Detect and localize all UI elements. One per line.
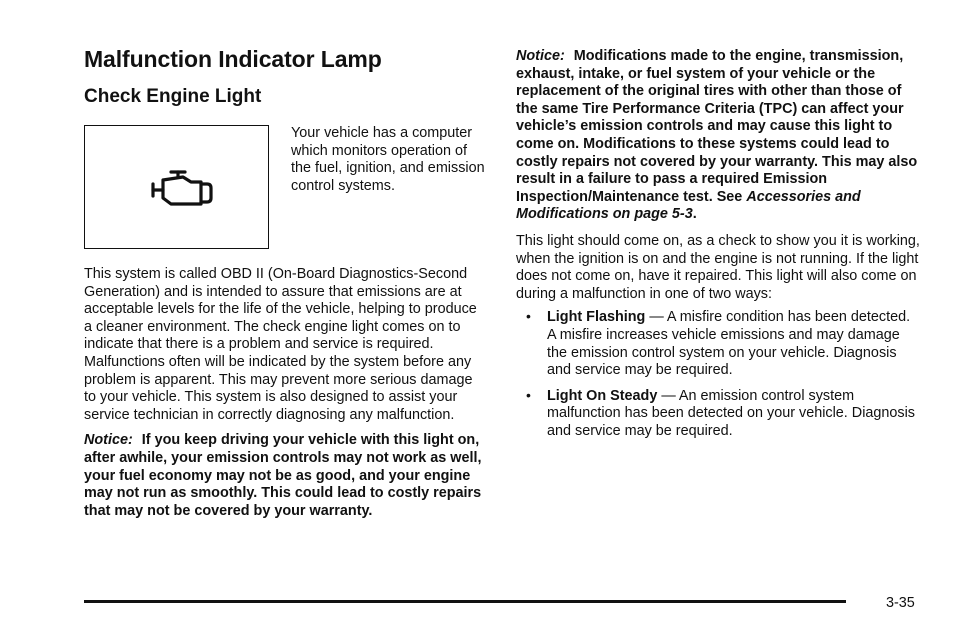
list-text: — A misfire condition has been detected. A misfire increases vehicle emissions and may damage the emission control system on your vehicle. Diagnosis and service may be required.	[547, 309, 911, 379]
list-item	[516, 388, 920, 441]
list-term: Light On Steady	[547, 387, 658, 404]
notice-label: Notice:	[516, 48, 565, 64]
figure-frame	[84, 125, 269, 249]
figure-caption: Your vehicle has a computer which monitors operation of the fuel, ignition, and emission control systems.	[291, 125, 485, 194]
engine-icon	[141, 168, 219, 210]
section-title: Check Engine Light	[84, 86, 262, 107]
notice-text: If you keep driving your vehicle with this light on, after awhile, your emission controls may not work as well, your fuel economy may not be as good, and your engine may not run as smoothly. This could lead to costly repairs that may not be covered by your warranty.	[84, 432, 482, 519]
list-term: Light Flashing	[547, 309, 646, 326]
body-paragraph-check: This light should come on, as a check to show you it is working, when the ignition is on and the engine is not running. If the light does not come on, have it repaired. This light will also come on during a malfunction in one of two ways:	[516, 232, 920, 302]
cross-reference-link[interactable]: Accessories and Modifications on page 5-3	[516, 188, 861, 223]
notice-end: .	[692, 206, 697, 223]
page-title: Malfunction Indicator Lamp	[84, 46, 382, 72]
notice-driving	[84, 432, 486, 520]
right-column	[516, 48, 920, 448]
notice-text: Modifications made to the engine, transmission, exhaust, intake, or fuel system of your vehicle or the replacement of the original tires with other than those of the same Tire Performance Criteria (TPC) can affect your vehicle’s emission controls and may cause this light to come on. Modifications to these systems could lead to costly repairs not covered by your warranty. This may also result in a failure to pass a required Emission Inspection/Maintenance test. See	[516, 48, 918, 205]
page-number: 3-35	[886, 595, 915, 611]
malfunction-list	[516, 309, 920, 440]
notice-modifications	[516, 48, 920, 224]
left-column	[84, 44, 486, 520]
bullet-icon: •	[526, 308, 531, 325]
footer-rule	[84, 600, 846, 603]
figure-row	[84, 125, 486, 257]
list-text: — An emission control system malfunction has been detected on your vehicle. Diagnosis and service may be required.	[547, 387, 915, 439]
notice-label: Notice:	[84, 432, 133, 449]
body-paragraph-obd: This system is called OBD II (On-Board Diagnostics-Second Generation) and is intended to assure that emissions are at acceptable levels for the life of the vehicle, helping to produce a cleaner environment. The check engine light comes on to indicate that there is a problem and service is required. Malfunctions often will be indicated by the system before any problem is apparent. This may prevent more serious damage to your vehicle. This system is also designed to assist your service technician in correctly diagnosing any malfunction.	[84, 266, 477, 423]
list-item	[516, 309, 920, 379]
bullet-icon: •	[526, 386, 531, 403]
